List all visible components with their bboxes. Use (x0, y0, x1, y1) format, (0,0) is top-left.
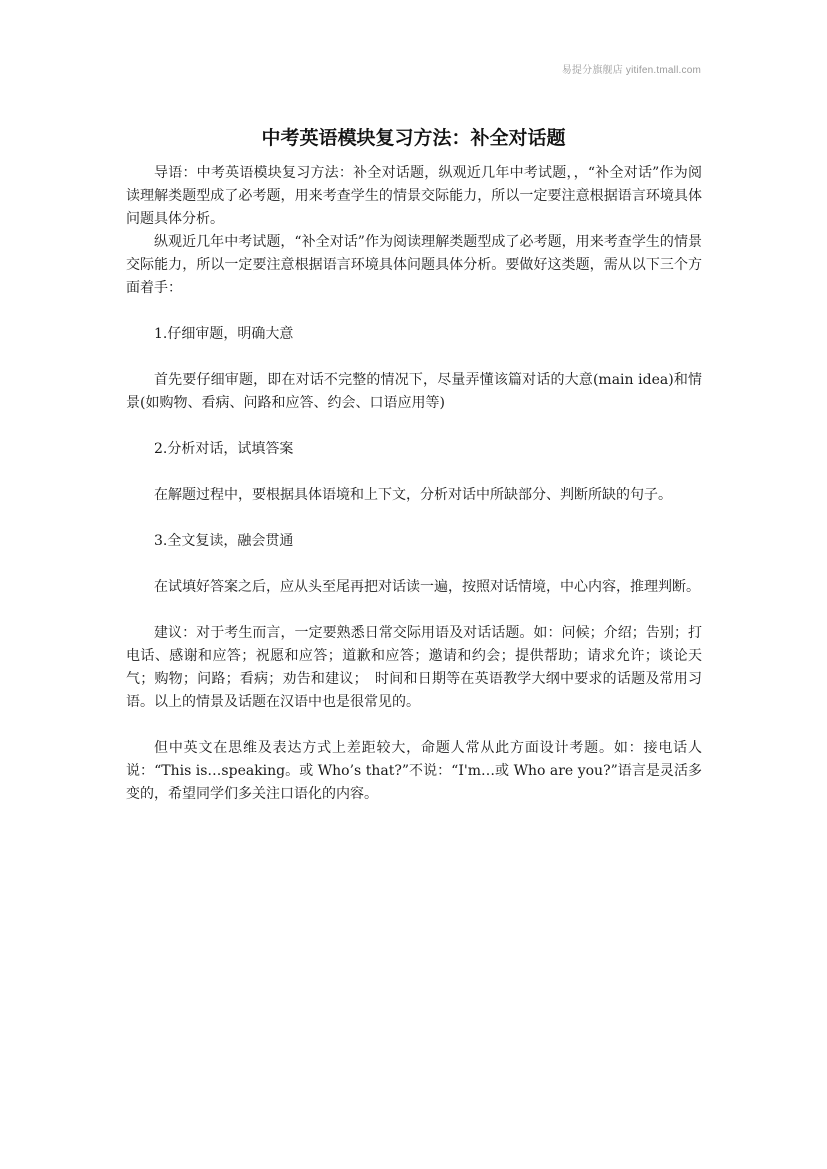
header-store-note: 易提分旗舰店 yitifen.tmall.com (561, 65, 701, 76)
page-title: 中考英语模块复习方法：补全对话题 (261, 127, 566, 149)
closing-paragraph: 但中英文在思维及表达方式上差距较大，命题人常从此方面设计考题。如：接电话人说：“This is…speaking。或 Who’s that?”不说：“I'm…或 Who are you?”语言是灵活多变的，希望同学们多关注口语化的内容。 (126, 740, 702, 802)
overview-paragraph: 纵观近几年中考试题，“补全对话”作为阅读理解类题型成了必考题，用来考查学生的情景交际能力，所以一定要注意根据语言环境具体问题具体分析。要做好这类题，需从以下三个方面着手： (126, 234, 702, 296)
intro-paragraph: 导语：中考英语模块复习方法：补全对话题，纵观近几年中考试题，，“补全对话”作为阅读理解类题型成了必考题，用来考查学生的情景交际能力，所以一定要注意根据语言环境具体问题具体分析。 (126, 165, 702, 227)
section-body-1: 首先要仔细审题，即在对话不完整的情况下，尽量弄懂该篇对话的大意(main idea)和情景(如购物、看病、问路和应答、约会、口语应用等) (126, 372, 702, 411)
section-heading-1: 1.仔细审题，明确大意 (154, 326, 294, 342)
section-body-2: 在解题过程中，要根据具体语境和上下文，分析对话中所缺部分、判断所缺的句子。 (154, 487, 672, 503)
section-heading-2: 2.分析对话，试填答案 (154, 441, 294, 457)
advice-paragraph: 建议：对于考生而言，一定要熟悉日常交际用语及对话话题。如：问候；介绍；告别；打电话、感谢和应答；祝愿和应答；道歉和应答；邀请和约会；提供帮助；请求允许；谈论天气；购物；问路；看病；劝告和建议； 时间和日期等在英语教学大纲中要求的话题及常用习语。以上的情景及话题在汉语中也是很常见的。 (126, 625, 702, 710)
section-heading-3: 3.全文复读，融会贯通 (154, 533, 294, 549)
section-body-3: 在试填好答案之后，应从头至尾再把对话读一遍，按照对话情境，中心内容，推理判断。 (154, 579, 700, 595)
document-body (126, 162, 702, 806)
